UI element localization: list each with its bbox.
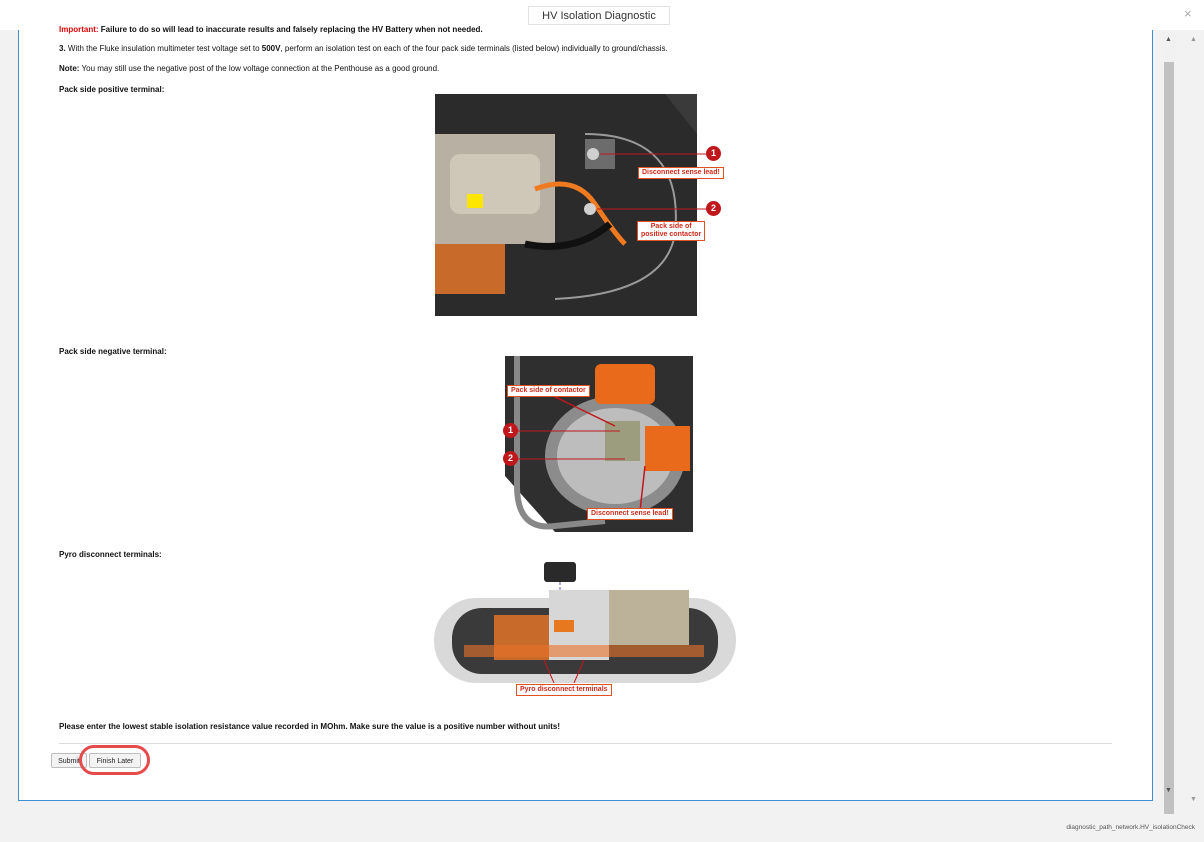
- test-voltage: 500V: [261, 44, 281, 53]
- submit-button[interactable]: Submit: [51, 753, 87, 768]
- step-number: 3.: [59, 44, 66, 53]
- note-body: You may still use the negative post of the low voltage connection at the Penthouse as a good ground.: [81, 64, 440, 73]
- scroll-up-icon[interactable]: ▲: [1165, 36, 1172, 43]
- footer-path: diagnostic_path_network.HV_isolationCheck: [1066, 824, 1195, 831]
- close-icon[interactable]: ×: [1184, 6, 1192, 21]
- page-scroll-up-icon[interactable]: ▲: [1190, 36, 1197, 43]
- step-3-part-b: , perform an isolation test on each of the four pack side terminals (listed below) individually to ground/chassis.: [280, 44, 668, 53]
- step-3-text: [59, 44, 668, 54]
- divider: [59, 743, 1112, 744]
- page-scroll-down-icon[interactable]: ▼: [1190, 796, 1197, 803]
- pyro-battery-illustration: [434, 560, 736, 697]
- callout-number-1: 1: [706, 146, 721, 161]
- note-text: [59, 64, 439, 74]
- note-label: Note:: [59, 64, 80, 73]
- pyro-terminals-image: [434, 560, 736, 697]
- scrollbar-thumb[interactable]: [1164, 62, 1174, 814]
- finish-later-button[interactable]: Finish Later: [89, 753, 141, 768]
- step-3-part-a: With the Fluke insulation multimeter test voltage set to: [67, 44, 260, 53]
- callout-pack-side-contactor: Pack side of contactor: [507, 385, 590, 397]
- callout-disconnect-sense-lead: Disconnect sense lead!: [587, 508, 673, 520]
- finish-later-highlight: [79, 745, 150, 775]
- important-label: Important:: [59, 25, 99, 34]
- pyro-terminals-heading: Pyro disconnect terminals:: [59, 550, 162, 559]
- negative-terminal-image: [495, 356, 693, 532]
- positive-terminal-illustration: [435, 94, 697, 316]
- positive-terminal-heading: Pack side positive terminal:: [59, 85, 165, 94]
- callout-number-1: 1: [503, 423, 518, 438]
- scroll-down-icon[interactable]: ▼: [1165, 787, 1172, 794]
- negative-terminal-heading: Pack side negative terminal:: [59, 347, 167, 356]
- important-line: [59, 25, 483, 35]
- callout-line-2: positive contactor: [641, 231, 702, 238]
- resistance-prompt: Please enter the lowest stable isolation resistance value recorded in MOhm. Make sure the value is a positive number without units!: [59, 722, 561, 731]
- callout-pyro-disconnect: Pyro disconnect terminals: [516, 684, 612, 696]
- callout-number-2: 2: [706, 201, 721, 216]
- negative-terminal-illustration: [495, 356, 693, 532]
- positive-terminal-image: [435, 94, 720, 316]
- callout-number-2: 2: [503, 451, 518, 466]
- callout-line-1: Pack side of: [650, 223, 692, 230]
- important-text: Failure to do so will lead to inaccurate results and falsely replacing the HV Battery when not needed.: [100, 25, 483, 34]
- content-panel: [18, 25, 1153, 801]
- content-scrollbar[interactable]: [1162, 30, 1176, 801]
- callout-disconnect-sense-lead: Disconnect sense lead!: [638, 167, 724, 179]
- window-title: HV Isolation Diagnostic: [528, 6, 670, 25]
- page-scrollbar[interactable]: [1187, 30, 1201, 810]
- callout-positive-contactor: [637, 221, 705, 241]
